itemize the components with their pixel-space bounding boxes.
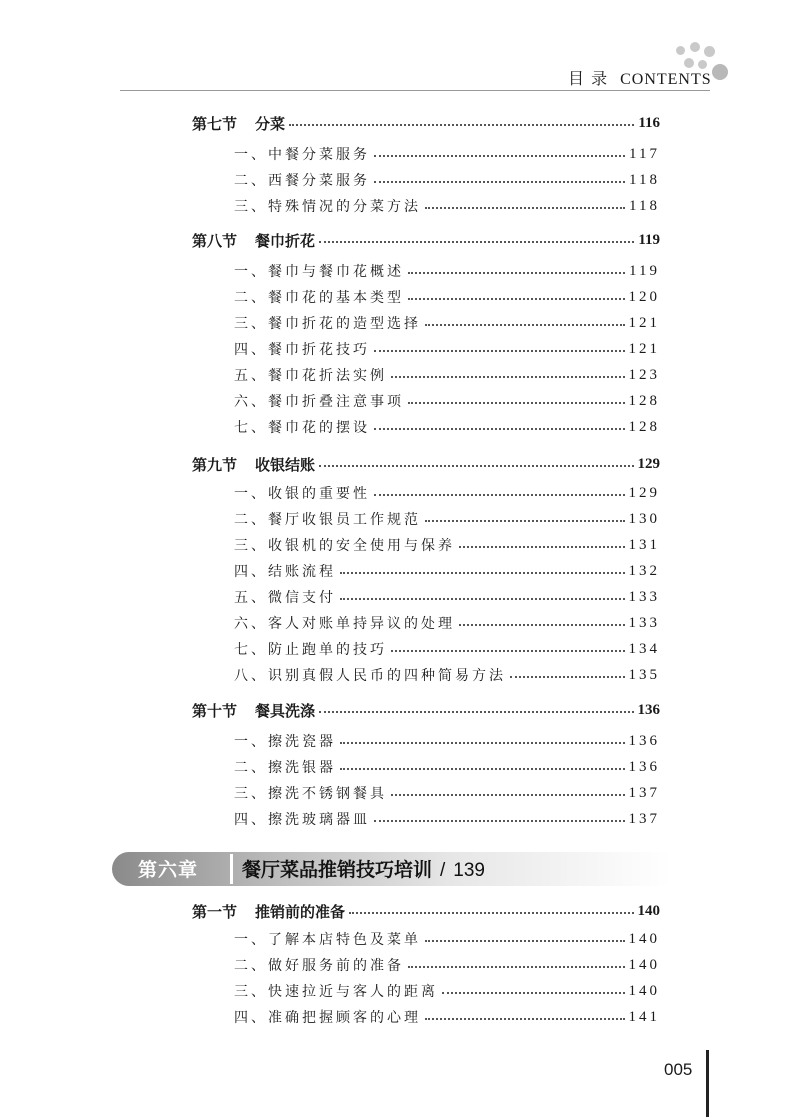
toc-item-row[interactable]: 二、西餐分菜服务 118	[234, 171, 660, 189]
toc-item-row[interactable]: 八、识别真假人民币的四种简易方法 135	[234, 666, 660, 684]
toc-item-row[interactable]: 一、擦洗瓷器 136	[234, 732, 660, 750]
toc-item-row[interactable]: 三、快速拉近与客人的距离 140	[234, 982, 660, 1000]
toc-item-row[interactable]: 四、结账流程 132	[234, 562, 660, 580]
toc-item-row[interactable]: 三、餐巾折花的造型选择 121	[234, 314, 660, 332]
toc-item-row[interactable]: 二、餐巾花的基本类型 120	[234, 288, 660, 306]
page-margin-bar	[706, 1050, 709, 1117]
toc-item-row[interactable]: 三、收银机的安全使用与保养 131	[234, 536, 660, 554]
page-header	[568, 66, 712, 89]
toc-section-row[interactable]: 第一节 推销前的准备 140	[192, 902, 660, 921]
toc-item-row[interactable]: 五、微信支付 133	[234, 588, 660, 606]
header-title-en: CONTENTS	[620, 71, 712, 88]
toc-section-row[interactable]: 第十节 餐具洗涤 136	[192, 701, 660, 720]
header-rule	[120, 90, 710, 91]
page-number: 005	[664, 1060, 693, 1079]
toc-item-row[interactable]: 四、餐巾折花技巧 121	[234, 340, 660, 358]
chapter-tag: 第六章	[138, 859, 199, 881]
toc-item-row[interactable]: 六、客人对账单持异议的处理 133	[234, 614, 660, 632]
decorative-dots	[0, 0, 800, 120]
toc-item-row[interactable]: 一、收银的重要性 129	[234, 484, 660, 502]
toc-item-row[interactable]: 七、餐巾花的摆设 128	[234, 418, 660, 436]
chapter-slash: /	[440, 860, 446, 881]
toc-item-row[interactable]: 二、擦洗银器 136	[234, 758, 660, 776]
toc-section-row[interactable]: 第八节 餐巾折花 119	[192, 231, 660, 250]
toc-section-row[interactable]: 第七节 分菜 116	[192, 114, 660, 133]
toc-item-row[interactable]: 四、擦洗玻璃器皿 137	[234, 810, 660, 828]
toc-item-row[interactable]: 五、餐巾花折法实例 123	[234, 366, 660, 384]
toc-item-row[interactable]: 一、中餐分菜服务 117	[234, 145, 660, 163]
toc-item-row[interactable]: 一、了解本店特色及菜单 140	[234, 930, 660, 948]
toc-item-row[interactable]: 六、餐巾折叠注意事项 128	[234, 392, 660, 410]
toc-item-row[interactable]: 一、餐巾与餐巾花概述 119	[234, 262, 660, 280]
toc-item-row[interactable]: 二、餐厅收银员工作规范 130	[234, 510, 660, 528]
chapter-separator	[230, 854, 233, 884]
toc-item-row[interactable]: 三、擦洗不锈钢餐具 137	[234, 784, 660, 802]
toc-item-row[interactable]: 四、准确把握顾客的心理 141	[234, 1008, 660, 1026]
toc-item-row[interactable]: 三、特殊情况的分菜方法 118	[234, 197, 660, 215]
toc-item-row[interactable]: 七、防止跑单的技巧 134	[234, 640, 660, 658]
header-title-cn: 目 录	[568, 69, 609, 88]
toc-item-row[interactable]: 二、做好服务前的准备 140	[234, 956, 660, 974]
chapter-heading[interactable]	[112, 852, 672, 886]
chapter-page: 139	[453, 860, 485, 881]
toc-section-row[interactable]: 第九节 收银结账 129	[192, 455, 660, 474]
chapter-title: 餐厅菜品推销技巧培训	[242, 859, 433, 881]
chapter-title-line	[242, 855, 485, 882]
